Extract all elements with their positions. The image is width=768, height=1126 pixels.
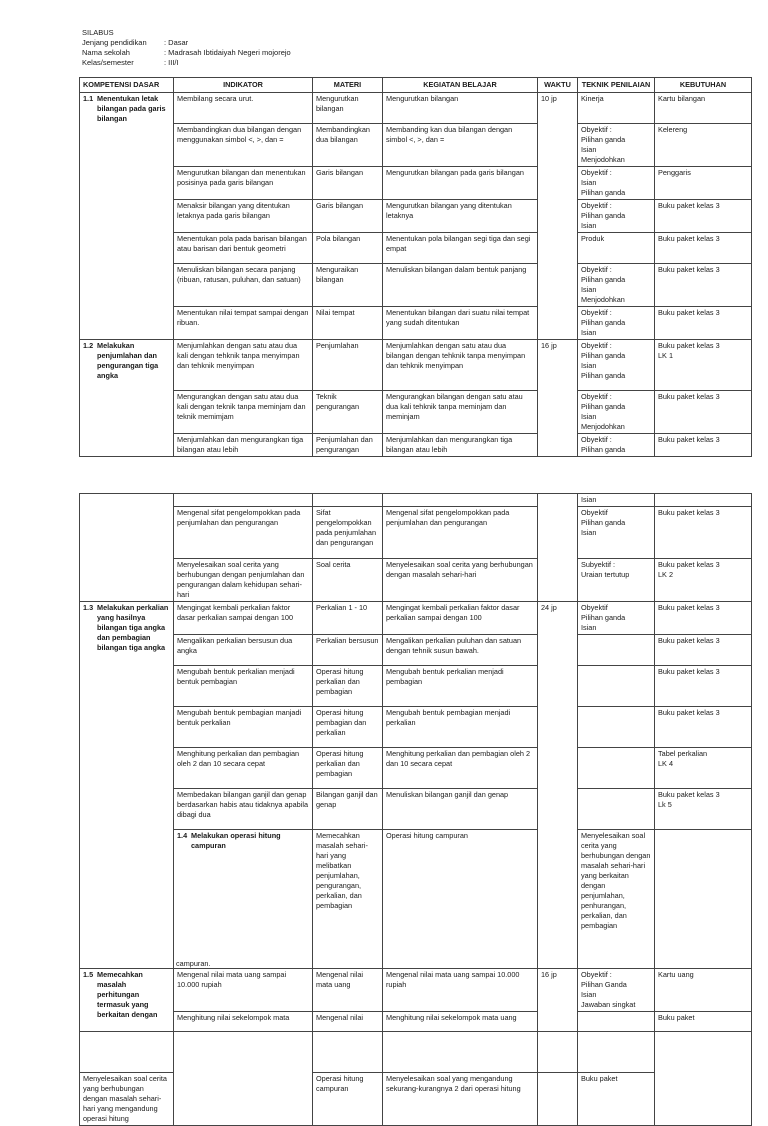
kegiatan-cell: Mengenal sifat pengelompokkan pada penjumlahan dan pengurangan bbox=[383, 507, 538, 559]
materi-cell: Penjumlahan dan pengurangan bbox=[313, 434, 383, 457]
indikator-cell: Menyelesaikan soal cerita yang berhubungan dengan penjumlahan dan pengurangan dalam kehidupan sehari-hari bbox=[174, 559, 313, 602]
kd-text: Melakukan perkalian yang hasilnya bilangan tiga angka dan pembagian bilangan tiga angka bbox=[97, 603, 169, 652]
table-row bbox=[80, 494, 752, 507]
syllabus-table-page-3 bbox=[79, 968, 752, 1032]
indikator-cell: Mengenal sifat pengelompokkan pada penjumlahan dan pengurangan bbox=[174, 507, 313, 559]
materi-cell: Sifat pengelompokkan pada penjumlahan dan pengurangan bbox=[313, 507, 383, 559]
teknik-penilaian-cell bbox=[578, 789, 655, 830]
kegiatan-cell: Mengurutkan bilangan yang ditentukan letaknya bbox=[383, 200, 538, 233]
table-row bbox=[80, 200, 752, 233]
kebutuhan-cell bbox=[655, 494, 752, 507]
teknik-penilaian-cell: Obyektif : Pilihan ganda Isian Pilihan ganda bbox=[578, 340, 655, 391]
column-header-indikator: INDIKATOR bbox=[174, 78, 313, 93]
teknik-penilaian-cell: Obyektif : Pilihan ganda bbox=[578, 434, 655, 457]
teknik-penilaian-cell: Subyektif : Uraian tertutup bbox=[578, 559, 655, 602]
indikator-cell: Menghitung perkalian dan pembagian oleh 2 dan 10 secara cepat bbox=[174, 748, 313, 789]
indikator-cell: Menjumlahkan dan mengurangkan tiga bilangan atau lebih bbox=[174, 434, 313, 457]
kegiatan-cell: Menyelesaikan soal yang mengandung sekurang-kurangnya 2 dari operasi hitung bbox=[383, 1073, 538, 1126]
kebutuhan-cell: Buku paket kelas 3 bbox=[655, 666, 752, 707]
materi-cell bbox=[313, 494, 383, 507]
kegiatan-cell: Menuliskan bilangan dalam bentuk panjang bbox=[383, 264, 538, 307]
kebutuhan-cell: Buku paket bbox=[655, 1012, 752, 1032]
page-3-continuation-text: campuran. bbox=[176, 959, 211, 968]
indikator-cell: Mengenal nilai mata uang sampai 10.000 rupiah bbox=[174, 969, 313, 1012]
kd-text: Menentukan letak bilangan pada garis bilangan bbox=[97, 94, 166, 123]
kegiatan-cell: Menentukan bilangan dari suatu nilai tempat yang sudah ditentukan bbox=[383, 307, 538, 340]
kd-number: 1.2 bbox=[83, 341, 94, 350]
materi-cell: Nilai tempat bbox=[313, 307, 383, 340]
table-row bbox=[80, 340, 752, 391]
kebutuhan-cell: Tabel perkalian LK 4 bbox=[655, 748, 752, 789]
table-row bbox=[80, 434, 752, 457]
table-row bbox=[80, 264, 752, 307]
column-header-teknik: TEKNIK PENILAIAN bbox=[578, 78, 655, 93]
kegiatan-cell bbox=[383, 494, 538, 507]
kebutuhan-cell: Buku paket kelas 3 bbox=[655, 307, 752, 340]
kebutuhan-cell: Buku paket kelas 3 bbox=[655, 434, 752, 457]
header-field bbox=[82, 48, 291, 58]
teknik-penilaian-cell bbox=[578, 707, 655, 748]
teknik-penilaian-cell bbox=[578, 666, 655, 707]
kebutuhan-cell: Buku paket kelas 3 LK 1 bbox=[655, 340, 752, 391]
indikator-cell: Membandingkan dua bilangan dengan menggunakan simbol <, >, dan = bbox=[174, 124, 313, 167]
teknik-penilaian-cell: Obyektif : Pilihan ganda Isian bbox=[578, 307, 655, 340]
teknik-penilaian-cell bbox=[578, 635, 655, 666]
table-row bbox=[80, 830, 752, 1073]
table-row bbox=[80, 167, 752, 200]
kebutuhan-cell: Buku paket kelas 3 bbox=[655, 635, 752, 666]
waktu-cell bbox=[538, 494, 578, 602]
teknik-penilaian-cell: Obyektif : Pilihan ganda Isian Menjodohkan bbox=[578, 391, 655, 434]
kompetensi-dasar-cell bbox=[80, 93, 174, 340]
kebutuhan-cell: Buku paket kelas 3 bbox=[655, 264, 752, 307]
materi-cell: Perkalian 1 - 10 bbox=[313, 602, 383, 635]
teknik-penilaian-cell: Obyektif : Isian Pilihan ganda bbox=[578, 167, 655, 200]
kebutuhan-cell: Buku paket kelas 3 Lk 5 bbox=[655, 789, 752, 830]
teknik-penilaian-cell: Obyektif : Pilihan ganda Isian bbox=[578, 200, 655, 233]
column-header-kompetensi: KOMPETENSI DASAR bbox=[80, 78, 174, 93]
materi-cell: Operasi hitung perkalian dan pembagian bbox=[313, 748, 383, 789]
materi-cell: Mengurutkan bilangan bbox=[313, 93, 383, 124]
table-row bbox=[80, 559, 752, 602]
kd-number: 1.3 bbox=[83, 603, 94, 612]
header-field bbox=[82, 38, 291, 48]
header-field-value: : Madrasah Ibtidaiyah Negeri mojorejo bbox=[164, 48, 291, 57]
materi-cell: Penjumlahan bbox=[313, 340, 383, 391]
kebutuhan-cell: Buku paket kelas 3 bbox=[655, 233, 752, 264]
kd-number: 1.1 bbox=[83, 94, 94, 103]
teknik-penilaian-cell: Obyektif : Pilihan ganda Isian Menjodohkan bbox=[578, 124, 655, 167]
kompetensi-dasar-cell bbox=[80, 969, 174, 1032]
kebutuhan-cell: Buku paket kelas 3 LK 2 bbox=[655, 559, 752, 602]
indikator-cell: Mengurangkan dengan satu atau dua kali dengan teknik tanpa meminjam dan teknik memimjam bbox=[174, 391, 313, 434]
kd-text: Memecahkan masalah perhitungan termasuk yang berkaitan dengan bbox=[97, 970, 158, 1019]
indikator-cell: Membilang secara urut. bbox=[174, 93, 313, 124]
column-header-materi: MATERI bbox=[313, 78, 383, 93]
teknik-penilaian-cell bbox=[538, 1073, 578, 1126]
indikator-cell: Menghitung nilai sekelompok mata bbox=[174, 1012, 313, 1032]
waktu-cell: 16 jp bbox=[538, 969, 578, 1032]
materi-cell: Operasi hitung campuran bbox=[383, 830, 538, 1073]
teknik-penilaian-cell: Obyektif : Pilihan Ganda Isian Jawaban singkat bbox=[578, 969, 655, 1012]
header-field-label: Jenjang pendidikan bbox=[82, 38, 147, 47]
kebutuhan-cell: Buku paket kelas 3 bbox=[655, 707, 752, 748]
materi-cell: Bilangan ganjil dan genap bbox=[313, 789, 383, 830]
materi-cell: Pola bilangan bbox=[313, 233, 383, 264]
materi-cell: Operasi hitung pembagian dan perkalian bbox=[313, 707, 383, 748]
kegiatan-cell: Mengenal nilai mata uang sampai 10.000 rupiah bbox=[383, 969, 538, 1012]
kegiatan-cell: Menentukan pola bilangan segi tiga dan segi empat bbox=[383, 233, 538, 264]
materi-cell: Operasi hitung campuran bbox=[313, 1073, 383, 1126]
materi-cell: Menguraikan bilangan bbox=[313, 264, 383, 307]
table-row bbox=[80, 748, 752, 789]
waktu-cell: 24 jp bbox=[538, 602, 578, 1073]
table-header-row bbox=[80, 78, 752, 93]
kegiatan-cell: Menghitung nilai sekelompok mata uang bbox=[383, 1012, 538, 1032]
kebutuhan-cell: Buku paket kelas 3 bbox=[655, 507, 752, 559]
indikator-cell: Mengubah bentuk pembagian manjadi bentuk perkalian bbox=[174, 707, 313, 748]
materi-cell: Membandingkan dua bilangan bbox=[313, 124, 383, 167]
kd-number: 1.4 bbox=[177, 831, 188, 840]
teknik-penilaian-cell bbox=[578, 748, 655, 789]
kebutuhan-cell: Kartu bilangan bbox=[655, 93, 752, 124]
kompetensi-dasar-cell bbox=[80, 340, 174, 457]
materi-cell: Garis bilangan bbox=[313, 200, 383, 233]
table-row bbox=[80, 507, 752, 559]
indikator-cell: Mengalikan perkalian bersusun dua angka bbox=[174, 635, 313, 666]
table-row bbox=[80, 602, 752, 635]
teknik-penilaian-cell: Produk bbox=[578, 233, 655, 264]
kebutuhan-cell: Buku paket kelas 3 bbox=[655, 200, 752, 233]
kebutuhan-cell: Kartu uang bbox=[655, 969, 752, 1012]
table-row bbox=[80, 789, 752, 830]
kebutuhan-cell: Buku paket bbox=[578, 1073, 655, 1126]
kebutuhan-cell: Buku paket kelas 3 bbox=[655, 602, 752, 635]
kegiatan-cell: Mengingat kembali perkalian faktor dasar perkalian sampai dengan 100 bbox=[383, 602, 538, 635]
materi-cell: Perkalian bersusun bbox=[313, 635, 383, 666]
indikator-cell: Menentukan nilai tempat sampai dengan ribuan. bbox=[174, 307, 313, 340]
kebutuhan-cell: Kelereng bbox=[655, 124, 752, 167]
kd-number: 1.5 bbox=[83, 970, 94, 979]
header-field bbox=[82, 58, 291, 68]
kd-text: Melakukan penjumlahan dan pengurangan tiga angka bbox=[97, 341, 159, 380]
syllabus-table-page-1 bbox=[79, 77, 752, 457]
teknik-penilaian-cell: Obyektif Pilihan ganda Isian bbox=[578, 602, 655, 635]
indikator-cell: Memecahkan masalah sehari-hari yang melibatkan penjumlahan, pengurangan, perkalian, dan pembagian bbox=[313, 830, 383, 1073]
materi-cell: Soal cerita bbox=[313, 559, 383, 602]
indikator-cell: Mengingat kembali perkalian faktor dasar perkalian sampai dengan 100 bbox=[174, 602, 313, 635]
kegiatan-cell: Menyelesaikan soal cerita yang berhubungan dengan masalah sehari-hari yang berkaitan dengan penjumlahan, penhurangan, perkalian, dan pembagian bbox=[578, 830, 655, 1073]
indikator-cell: Menyelesaikan soal cerita yang berhubungan dengan masalah sehari-hari yang mengandung operasi hitung bbox=[80, 1073, 174, 1126]
teknik-penilaian-cell: Obyektif : Pilihan ganda Isian Menjodohkan bbox=[578, 264, 655, 307]
materi-cell: Mengenal nilai mata uang bbox=[313, 969, 383, 1012]
table-row bbox=[80, 969, 752, 1012]
table-row bbox=[80, 1012, 752, 1032]
kegiatan-cell: Menyelesaikan soal cerita yang berhubungan dengan masalah sehari-hari bbox=[383, 559, 538, 602]
kegiatan-cell: Menjumlahkan dengan satu atau dua bilangan dengan tehknik tanpa menyimpan dan tehknik menyimpan bbox=[383, 340, 538, 391]
teknik-penilaian-cell: Kinerja bbox=[578, 93, 655, 124]
header-field-label: Kelas/semester bbox=[82, 58, 134, 67]
indikator-cell: Menaksir bilangan yang ditentukan letaknya pada garis bilangan bbox=[174, 200, 313, 233]
column-header-kegiatan: KEGIATAN BELAJAR bbox=[383, 78, 538, 93]
indikator-cell: Menentukan pola pada barisan bilangan atau barisan dari bentuk geometri bbox=[174, 233, 313, 264]
indikator-cell: Mengubah bentuk perkalian menjadi bentuk pembagian bbox=[174, 666, 313, 707]
kegiatan-cell: Mengurutkan bilangan bbox=[383, 93, 538, 124]
header-field-value: : III/I bbox=[164, 58, 179, 67]
table-row bbox=[80, 233, 752, 264]
kegiatan-cell: Membanding kan dua bilangan dengan simbol <, >, dan = bbox=[383, 124, 538, 167]
kegiatan-cell: Menghitung perkalian dan pembagian oleh 2 dan 10 secara cepat bbox=[383, 748, 538, 789]
table-row bbox=[80, 93, 752, 124]
teknik-penilaian-cell: Isian bbox=[578, 494, 655, 507]
header-field-label: Nama sekolah bbox=[82, 48, 130, 57]
materi-cell: Teknik pengurangan bbox=[313, 391, 383, 434]
materi-cell: Garis bilangan bbox=[313, 167, 383, 200]
table-row bbox=[80, 707, 752, 748]
materi-cell: Operasi hitung perkalian dan pembagian bbox=[313, 666, 383, 707]
kegiatan-cell: Mengurangkan bilangan dengan satu atau dua kali tehknik tanpa meminjam dan meminjam bbox=[383, 391, 538, 434]
document-title: SILABUS bbox=[82, 28, 114, 37]
table-row bbox=[80, 124, 752, 167]
materi-cell: Mengenal nilai bbox=[313, 1012, 383, 1032]
kegiatan-cell: Mengubah bentuk perkalian menjadi pembagian bbox=[383, 666, 538, 707]
indikator-cell: Menuliskan bilangan secara panjang (ribuan, ratusan, puluhan, dan satuan) bbox=[174, 264, 313, 307]
indikator-cell bbox=[174, 494, 313, 507]
indikator-cell: Menjumlahkan dengan satu atau dua kali dengan tehknik tanpa menyimpan dan tehknik menyimpan bbox=[174, 340, 313, 391]
indikator-cell: Membedakan bilangan ganjil dan genap berdasarkan habis atau tidaknya apabila dibagi dua bbox=[174, 789, 313, 830]
teknik-penilaian-cell: Obyektif Pilihan ganda Isian bbox=[578, 507, 655, 559]
kegiatan-cell: Menjumlahkan dan mengurangkan tiga bilangan atau lebih bbox=[383, 434, 538, 457]
kompetensi-dasar-cell bbox=[80, 494, 174, 602]
column-header-kebutuhan: KEBUTUHAN bbox=[655, 78, 752, 93]
document-header bbox=[82, 28, 291, 68]
table-row bbox=[80, 307, 752, 340]
kegiatan-cell: Mengalikan perkalian puluhan dan satuan dengan tehnik susun bawah. bbox=[383, 635, 538, 666]
teknik-penilaian-cell bbox=[578, 1012, 655, 1032]
waktu-cell: 16 jp bbox=[538, 340, 578, 457]
kegiatan-cell: Mengubah bentuk pembagian menjadi perkalian bbox=[383, 707, 538, 748]
kd-text: Melakukan operasi hitung campuran bbox=[191, 831, 281, 850]
kegiatan-cell: Mengurutkan bilangan pada garis bilangan bbox=[383, 167, 538, 200]
waktu-cell: 10 jp bbox=[538, 93, 578, 340]
header-field-value: : Dasar bbox=[164, 38, 189, 47]
table-row bbox=[80, 391, 752, 434]
table-row bbox=[80, 635, 752, 666]
kegiatan-cell: Menuliskan bilangan ganjil dan genap bbox=[383, 789, 538, 830]
table-row bbox=[80, 666, 752, 707]
column-header-waktu: WAKTU bbox=[538, 78, 578, 93]
kebutuhan-cell: Buku paket kelas 3 bbox=[655, 391, 752, 434]
indikator-cell: Mengurutkan bilangan dan menentukan posisinya pada garis bilangan bbox=[174, 167, 313, 200]
kebutuhan-cell: Penggaris bbox=[655, 167, 752, 200]
